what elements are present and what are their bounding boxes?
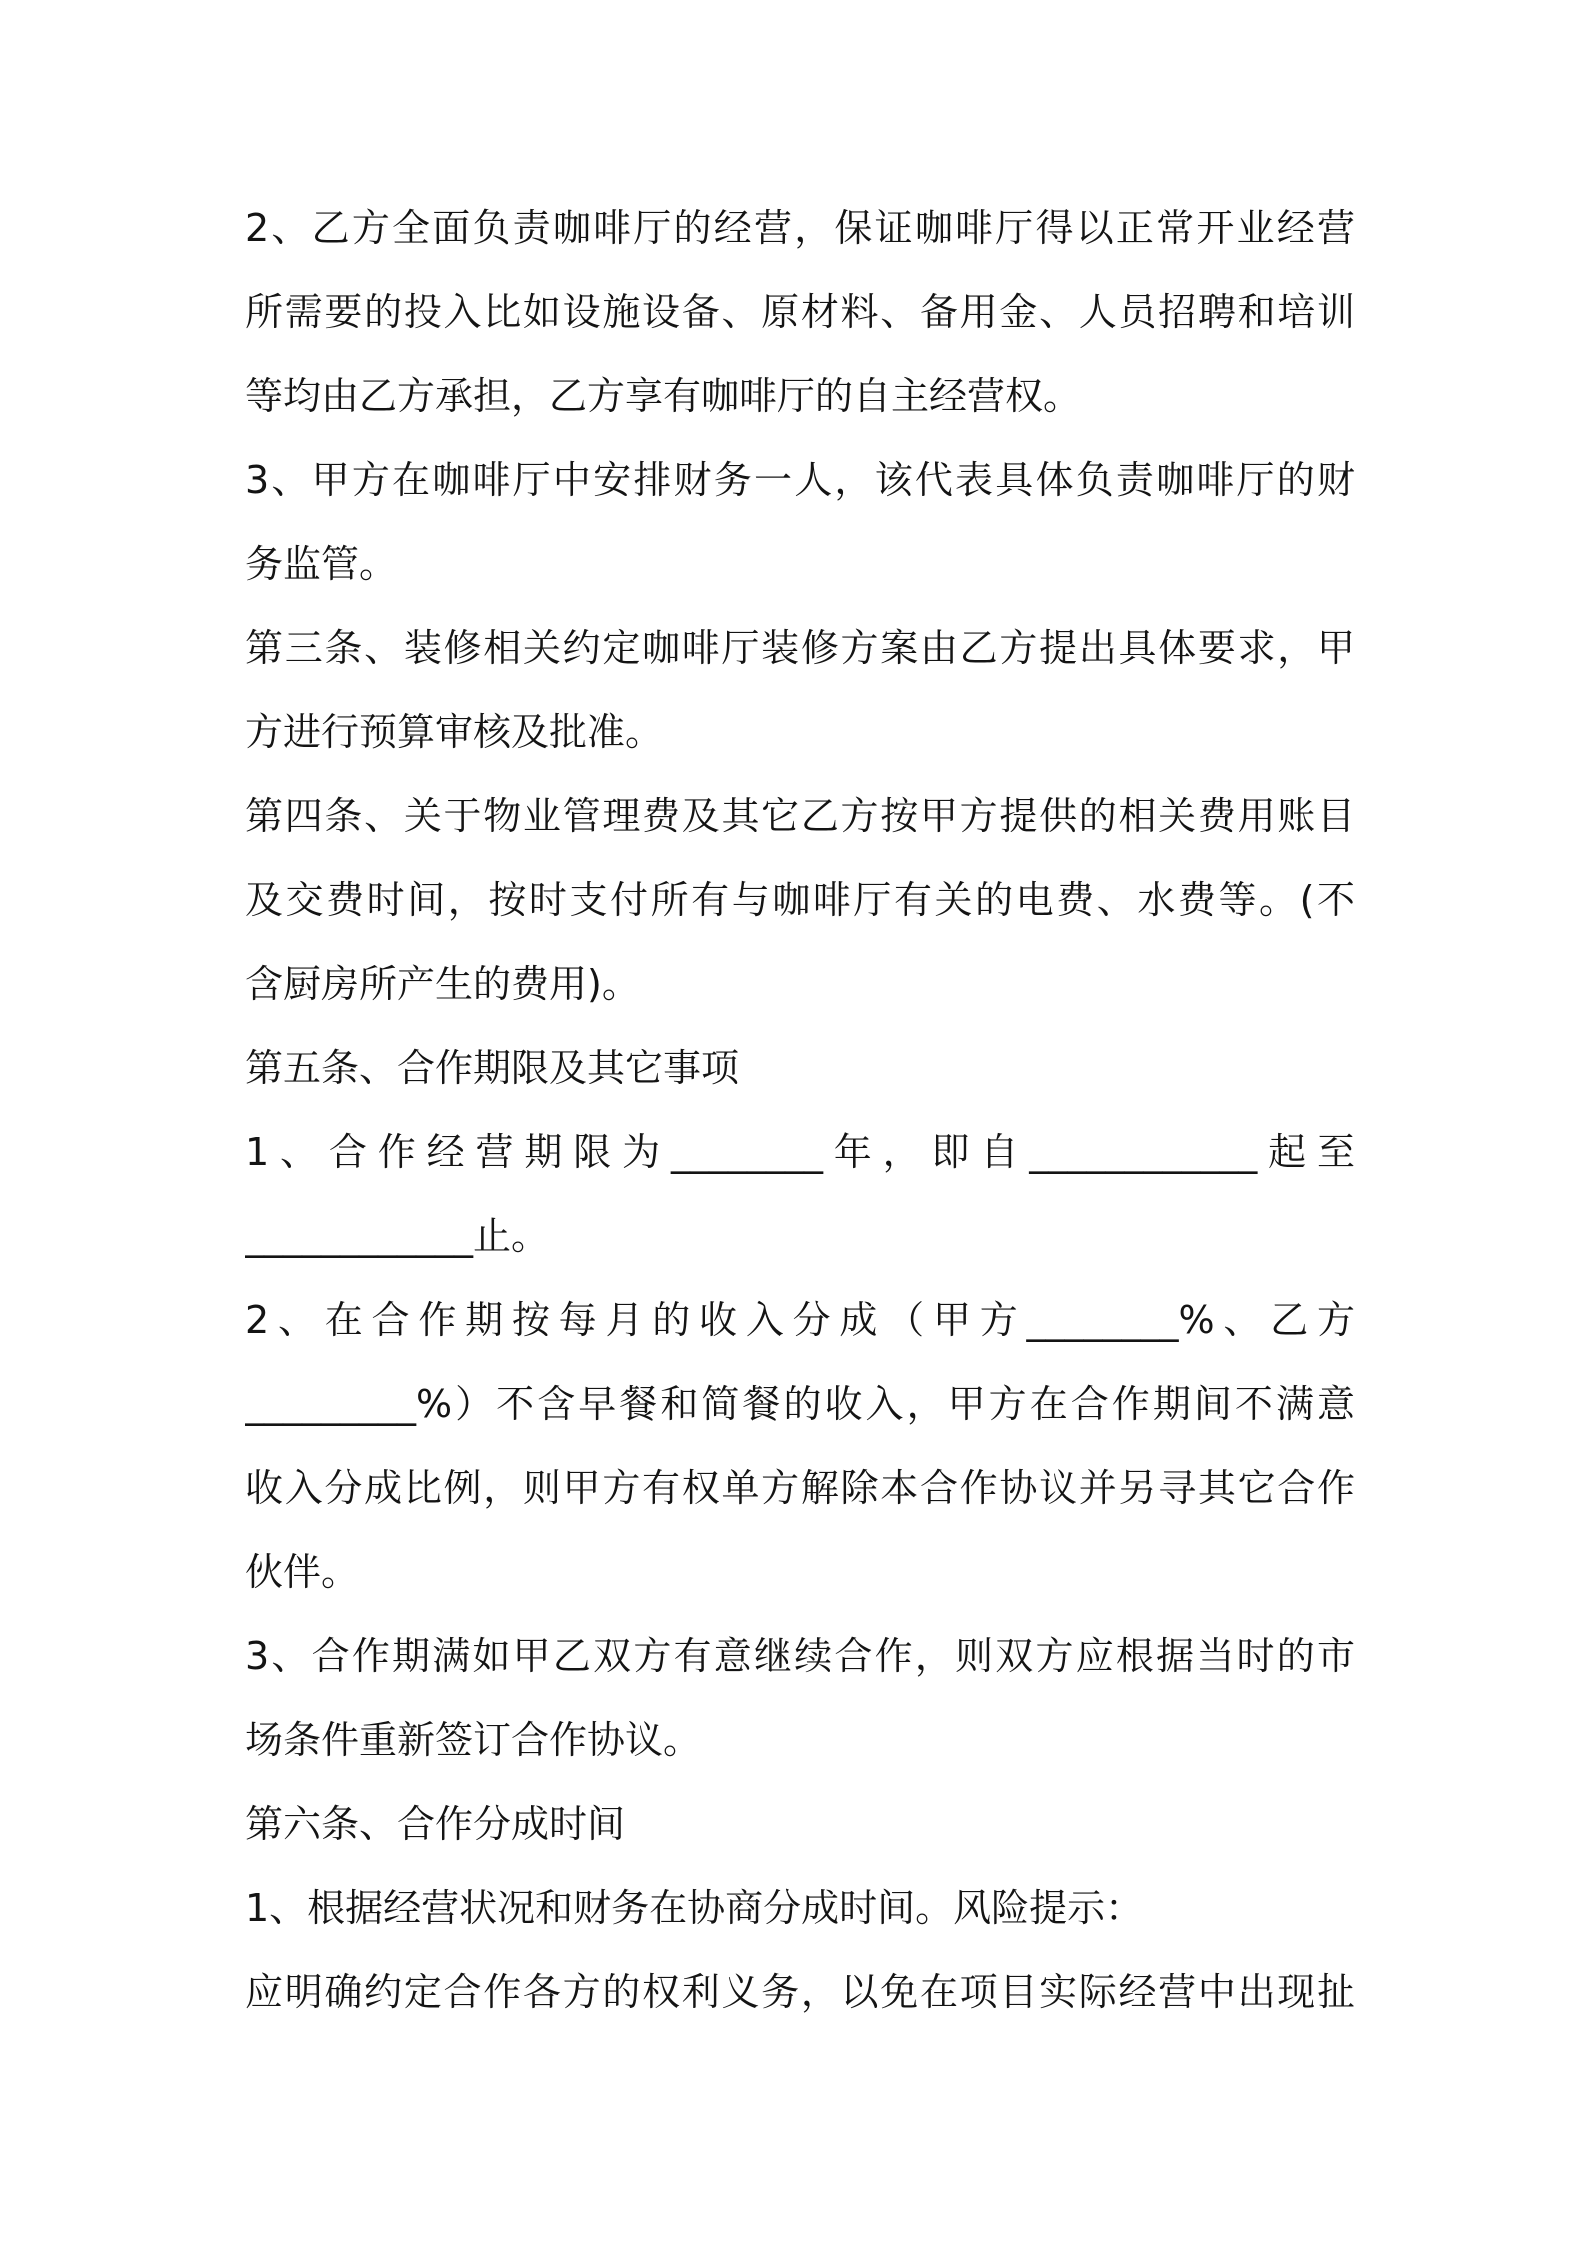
text-line: 等均由乙方承担，乙方享有咖啡厅的自主经营权。 [245, 374, 1082, 418]
article-5-item-1-term [245, 1110, 1355, 1278]
section-heading: 第六条、合作分成时间 [245, 1802, 626, 1846]
article-4-property-fees [245, 774, 1355, 1026]
text-line: 1、根据经营状况和财务在协商分成时间。风险提示： [245, 1886, 1144, 1930]
text-line: 应明确约定合作各方的权利义务，以免在项目实际经营中出现扯 [245, 1970, 1355, 2014]
article-6-heading [245, 1782, 1355, 1866]
text-line: 及交费时间，按时支付所有与咖啡厅有关的电费、水费等。(不 [245, 878, 1355, 922]
clause-item-3-finance [245, 438, 1355, 606]
article-6-item-1-timing [245, 1866, 1355, 1950]
text-line: _________%）不含早餐和简餐的收入，甲方在合作期间不满意 [245, 1382, 1355, 1426]
text-line: 含厨房所产生的费用)。 [245, 962, 640, 1006]
text-line: 1、合作经营期限为________年，即自____________起至 [245, 1130, 1355, 1174]
text-line: 第四条、关于物业管理费及其它乙方按甲方提供的相关费用账目 [245, 794, 1355, 838]
text-line: 场条件重新签订合作协议。 [245, 1718, 702, 1762]
text-line: 方进行预算审核及批准。 [245, 710, 664, 754]
text-line: 2、乙方全面负责咖啡厅的经营，保证咖啡厅得以正常开业经营 [245, 206, 1355, 250]
text-line: 3、合作期满如甲乙双方有意继续合作，则双方应根据当时的市 [245, 1634, 1355, 1678]
text-line: 3、甲方在咖啡厅中安排财务一人，该代表具体负责咖啡厅的财 [245, 458, 1355, 502]
article-5-heading [245, 1026, 1355, 1110]
text-line: ____________止。 [245, 1214, 550, 1258]
text-line: 所需要的投入比如设施设备、原材料、备用金、人员招聘和培训 [245, 290, 1355, 334]
text-line: 伙伴。 [245, 1550, 360, 1594]
text-line: 收入分成比例，则甲方有权单方解除本合作协议并另寻其它合作 [245, 1466, 1355, 1510]
text-line: 2、在合作期按每月的收入分成（甲方________%、乙方 [245, 1298, 1355, 1342]
text-line: 第三条、装修相关约定咖啡厅装修方案由乙方提出具体要求，甲 [245, 626, 1355, 670]
article-3-decoration [245, 606, 1355, 774]
section-heading: 第五条、合作期限及其它事项 [245, 1046, 740, 1090]
article-5-item-3-renewal [245, 1614, 1355, 1782]
text-line: 务监管。 [245, 542, 398, 586]
clause-item-2-operation [245, 186, 1355, 438]
contract-body [245, 186, 1355, 2034]
risk-warning-text [245, 1950, 1355, 2034]
article-5-item-2-revenue-share [245, 1278, 1355, 1614]
